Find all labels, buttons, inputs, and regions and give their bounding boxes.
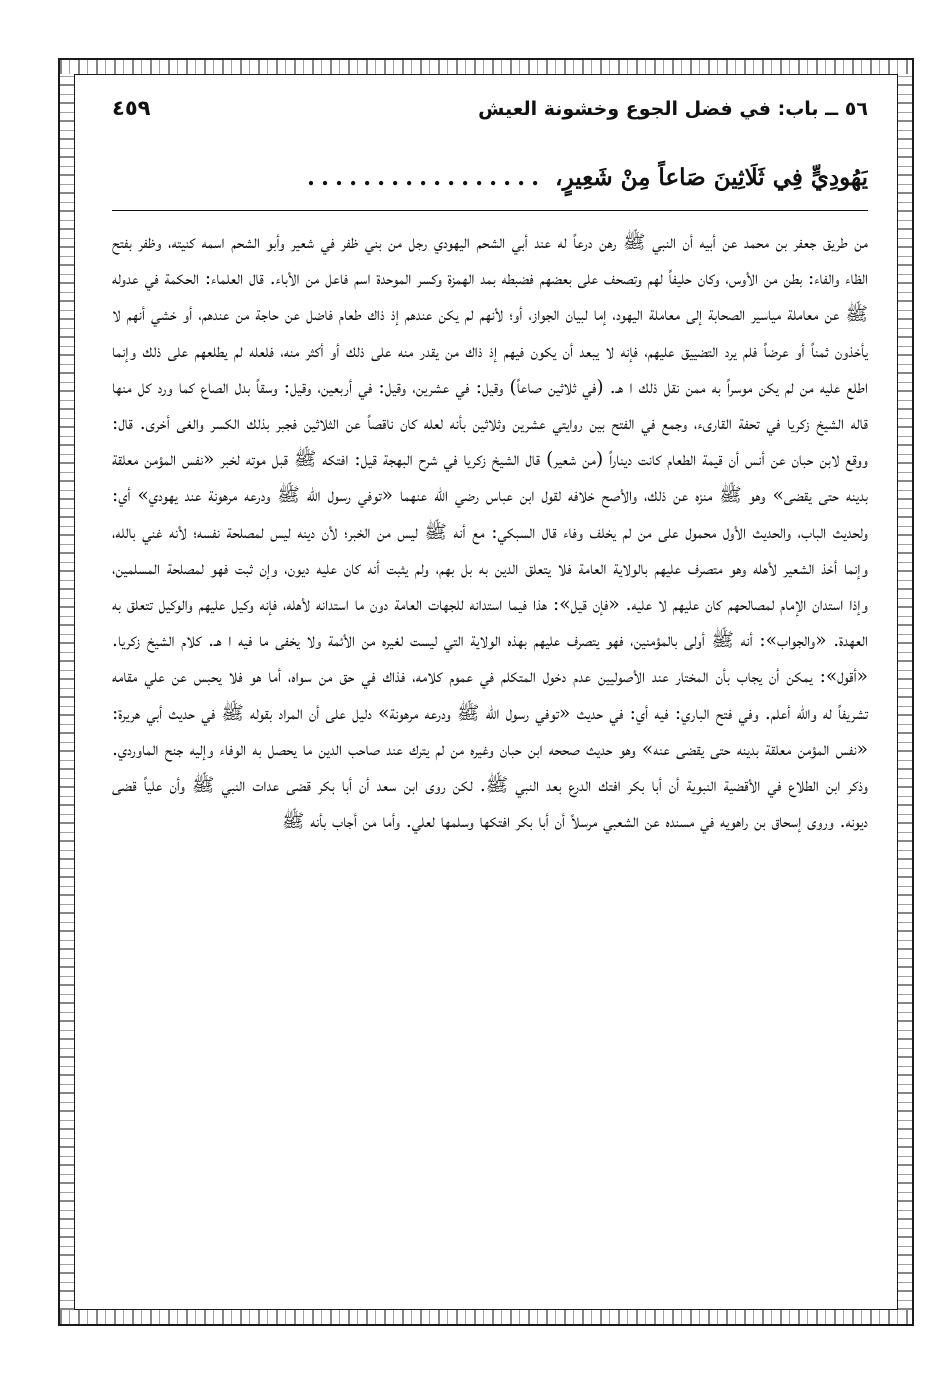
page-number: ٤٥٩ [112, 96, 151, 120]
border-ornament-bottom [60, 1310, 912, 1324]
running-header [112, 96, 868, 136]
commentary-body [112, 225, 868, 840]
chapter-title: ٥٦ ــ باب: في فضل الجوع وخشونة العيش [478, 98, 868, 120]
hadith-continuation-dots: ................. [307, 164, 546, 191]
hadith-text-line [112, 158, 868, 198]
text-divider-rule [112, 210, 868, 211]
border-ornament-top [60, 60, 912, 74]
border-ornament-left [60, 74, 74, 1310]
border-ornament-right [898, 74, 912, 1310]
hadith-text: يَهُودِيٍّ فِي ثَلَاثِينَ صَاعاً مِنْ شَعِيرٍ، [555, 164, 868, 191]
commentary-paragraph: من طريق جعفر بن محمد عن أبيه أن النبي ﷺ رهن درعاً له عند أبي الشحم اليهودي رجل من بني ظفر في شعير وأبو الشحم اسمه كنيته، وظفر بفتح الظاء والفاء: بطن من الأوس، وكان حليفاً لهم وتصحف على بعضهم فضبطه بمد الهمزة وكسر الموحدة اسم فاعل من الأباء. قال العلماء: الحكمة في عدوله ﷺ عن معاملة مياسير الصحابة إلى معاملة اليهود، إما لبيان الجواز، أو؛ لأنهم لم يكن عندهم إذ ذاك طعام فاضل عن حاجة من عندهم، أو خشي أنهم لا يأخذون ثمناً أو عرضاً فلم يرد التضييق عليهم، فإنه لا يبعد أن يكون فيهم إذ ذاك من يقدر منه على ذلك أو أكثر منه، فلعله لم يطلعهم على ذلك وإنما اطلع عليه من لم يكن موسراً به ممن نقل ذلك ا هـ. (في ثلاثين صاعاً) وقيل: في عشرين، وقيل: في أربعين، وقيل: وسقاً بدل الصاع كما ورد كل منها قاله الشيخ زكريا في تحفة القارىء، وجمع في الفتح بين روايتي عشرين وثلاثين بأنه لعله كان ناقصاً عن الثلاثين فجبر بذلك الكسر والغى أخرى. قال: ووقع لابن حبان عن أنس أن قيمة الطعام كانت ديناراً (من شعير) قال الشيخ زكريا في شرح البهجة قيل: افتكه ﷺ قبل موته لخبر «نفس المؤمن معلقة بدينه حتى يقضى» وهو ﷺ منزه عن ذلك، والأصح خلافه لقول ابن عباس رضي الله عنهما «توفي رسول الله ﷺ ودرعه مرهونة عند يهودي» أي: ولحديث الباب، والحديث الأول محمول على من لم يخلف وفاء قال السبكي: مع أنه ﷺ ليس من الخبر؛ لأن دينه ليس لمصلحة نفسه؛ لأنه غني بالله، وإنما أخذ الشعير لأهله وهو متصرف عليهم بالولاية العامة فلا يتعلق الدين به بل بهم، ولم يثبت أنه كان عليه ديون، وإن ثبت فهو لمصلحة المسلمين، وإذا استدان الإمام لمصالحهم كان عليهم لا عليه. «فإن قيل»: هذا فيما استدانه للجهات العامة دون ما استدانه لأهله، فإنه وكيل عليهم والوكيل تتعلق به العهدة. «والجواب»: أنه ﷺ أولى بالمؤمنين، فهو يتصرف عليهم بهذه الولاية التي ليست لغيره من الأئمة ولا يخفى ما فيه ا هـ. كلام الشيخ زكريا. «أقول»: يمكن أن يجاب بأن المختار عند الأصوليين عدم دخول المتكلم في عموم كلامه، فذاك في حق من سواه، أما هو فلا يحبس عن علي مقامه تشريفاً له والله أعلم. وفي فتح الباري: فيه أي: في حديث «توفي رسول الله ﷺ ودرعه مرهونة» دليل على أن المراد بقوله ﷺ في حديث أبي هريرة: «نفس المؤمن معلقة بدينه حتى يقضى عنه» وهو حديث صححه ابن حبان وغيره من لم يترك عند صاحب الدين ما يحصل به الوفاء وإليه جنح الماوردي. وذكر ابن الطلاع في الأقضية النبوية أن أبا بكر افتك الدرع بعد النبي ﷺ. لكن روى ابن سعد أن أبا بكر قضى عدات النبي ﷺ وأن علياً قضى ديونه. وروى إسحاق بن راهويه في مسنده عن الشعبي مرسلاً أن أبا بكر افتكها وسلمها لعلي. وأما من أجاب بأنه ﷺ [112, 232, 868, 833]
page-content [112, 96, 868, 1308]
